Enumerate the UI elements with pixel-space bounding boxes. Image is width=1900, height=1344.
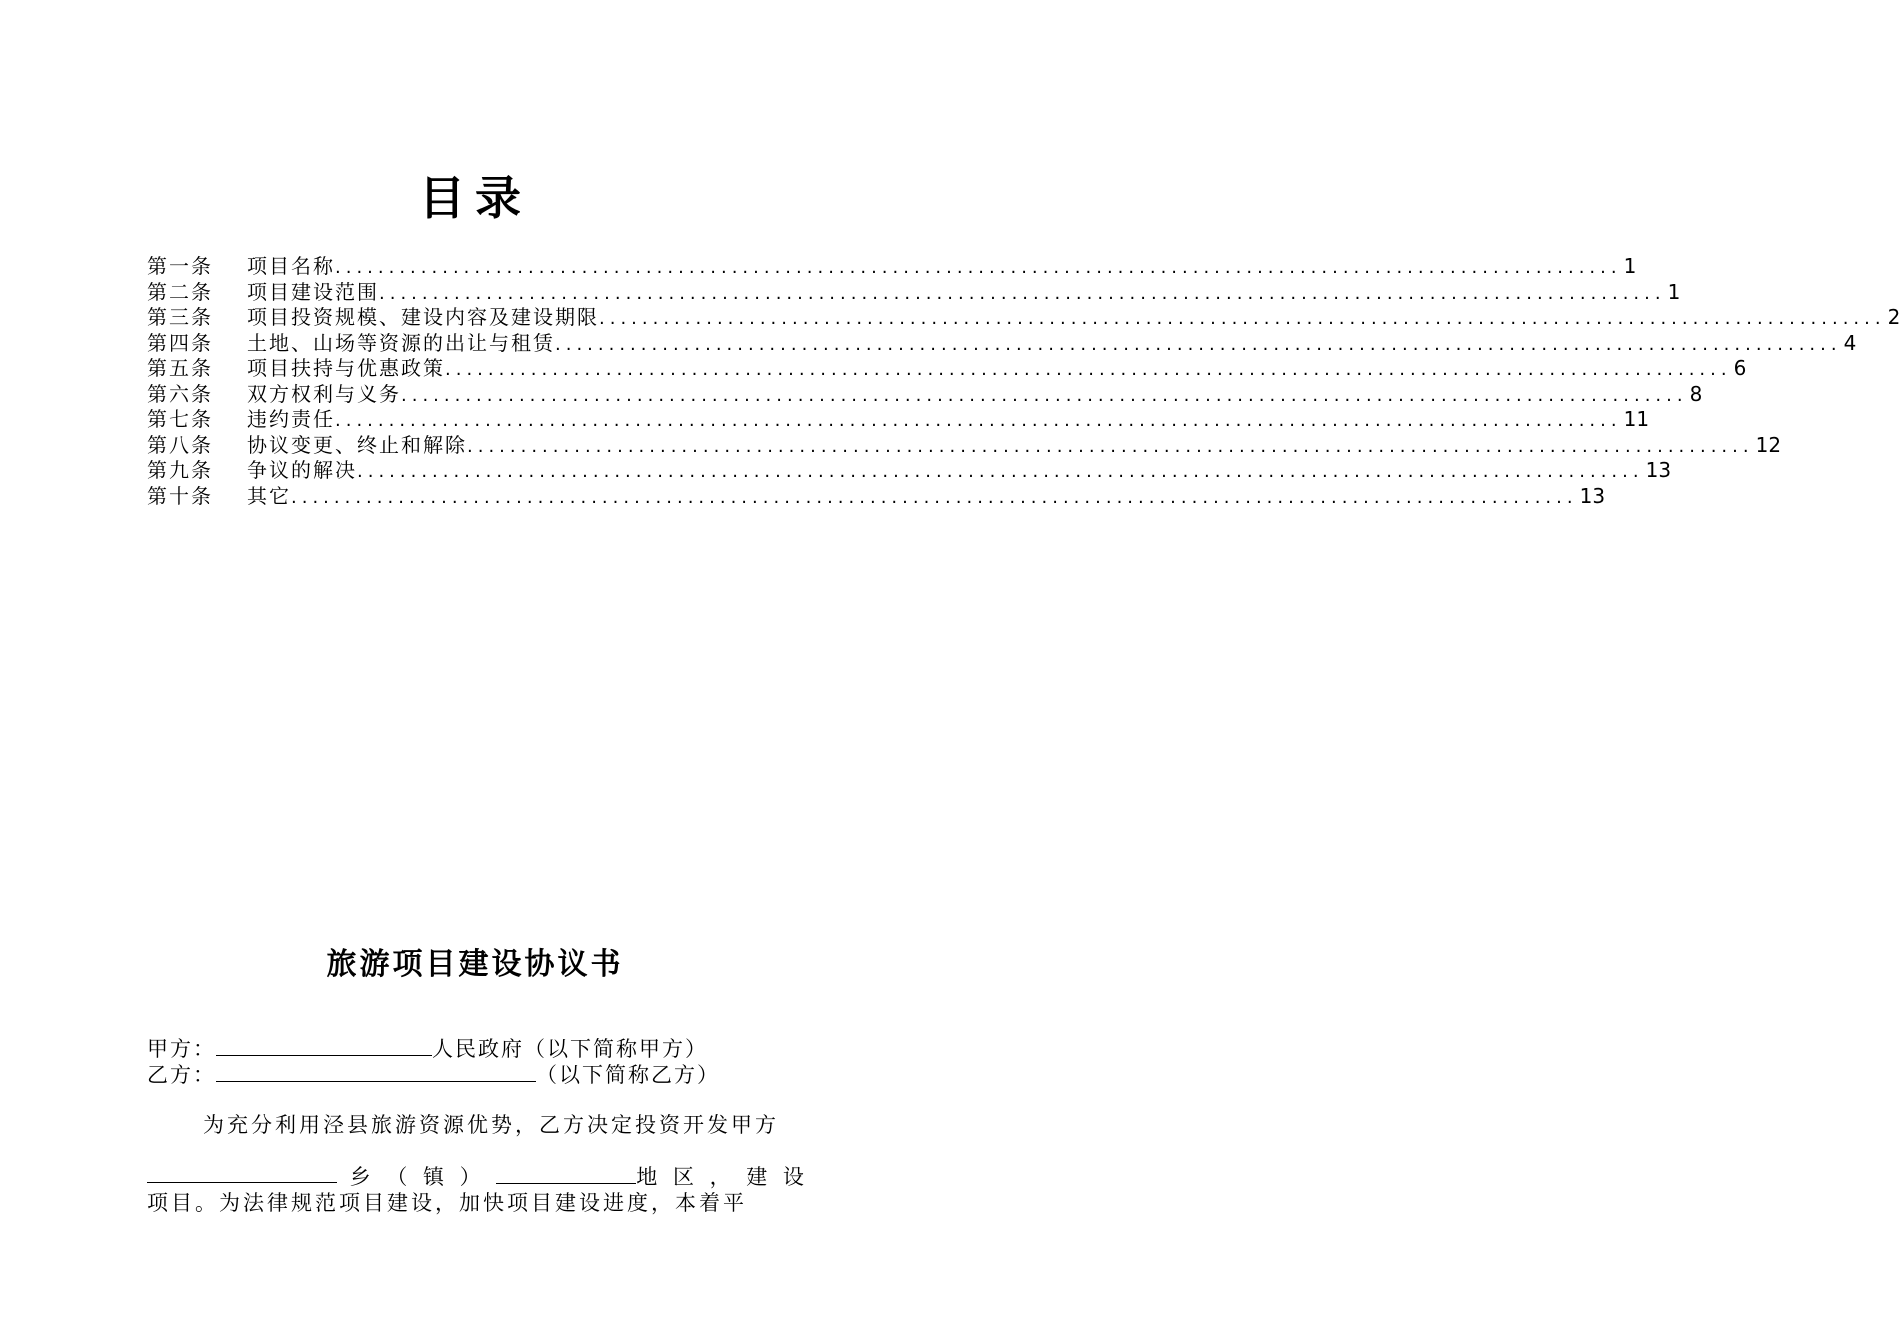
party-b-label: 乙方： (147, 1063, 216, 1087)
toc-entry[interactable] (147, 483, 1606, 510)
toc-entry-title: 项目投资规模、建设内容及建设期限 (247, 305, 599, 329)
location-word: ， (709, 1165, 734, 1189)
toc-entry[interactable] (147, 381, 1703, 408)
location-word: （ (386, 1165, 411, 1189)
toc-title: 目录 (419, 171, 531, 225)
toc-entry[interactable] (147, 407, 1650, 433)
toc-entry-page: 2 (1887, 305, 1900, 329)
document-title: 旅游项目建设协议书 (326, 947, 624, 982)
toc-entry-page: 13 (1579, 483, 1606, 508)
location-word: 地 (636, 1165, 661, 1189)
toc-entry-page: 1 (1667, 279, 1681, 304)
party-a-label: 甲方： (147, 1037, 216, 1061)
toc-entry[interactable] (147, 432, 1782, 459)
toc-entry-page: 4 (1843, 330, 1857, 355)
toc-entry-page: 6 (1733, 356, 1747, 380)
toc-entry[interactable] (147, 305, 1900, 331)
toc-entry-number: 第六条 (147, 381, 213, 406)
party-a-suffix: 人民政府（以下简称甲方） (432, 1037, 708, 1061)
party-b-line (147, 1062, 720, 1088)
toc-entry[interactable] (147, 279, 1681, 306)
toc-entry-title: 项目扶持与优惠政策 (247, 356, 445, 380)
intro-paragraph: 为充分利用泾县旅游资源优势，乙方决定投资开发甲方 (203, 1113, 779, 1137)
toc-leader-dots: ........................................................................................................................ (599, 308, 1886, 329)
toc-entry-title: 土地、山场等资源的出让与租赁 (247, 330, 555, 355)
toc-entry-number: 第九条 (147, 458, 213, 482)
location-word: 设 (782, 1165, 807, 1189)
toc-entry-number: 第一条 (147, 254, 213, 278)
toc-entry[interactable] (147, 356, 1747, 382)
toc-leader-dots: ........................................................................................................................ (555, 333, 1842, 355)
toc-entry-page: 12 (1755, 432, 1782, 457)
party-a-line (147, 1036, 708, 1062)
toc-entry-title: 争议的解决 (247, 458, 357, 482)
party-a-blank (216, 1037, 432, 1056)
toc-entry-number: 第十条 (147, 483, 213, 508)
toc-leader-dots: ........................................................................................................................ (467, 435, 1754, 457)
toc-entry-number: 第三条 (147, 305, 213, 329)
party-b-blank (216, 1063, 536, 1082)
area-blank (496, 1165, 636, 1184)
toc-leader-dots: ........................................................................................................................ (401, 384, 1688, 406)
location-word: 镇 (422, 1165, 447, 1189)
party-b-suffix: （以下简称乙方） (536, 1063, 720, 1087)
toc-leader-dots: ........................................................................................................................ (335, 410, 1622, 431)
toc-leader-dots: ........................................................................................................................ (291, 486, 1578, 508)
intro-line-continue: 项目。为法律规范项目建设，加快项目建设进度，本着平 (147, 1191, 747, 1215)
toc-entry[interactable] (147, 254, 1637, 280)
toc-entry-page: 13 (1645, 458, 1672, 482)
toc-list (147, 254, 1900, 509)
toc-leader-dots: ........................................................................................................................ (445, 359, 1732, 380)
location-word: ） (459, 1165, 484, 1189)
toc-entry-title: 违约责任 (247, 407, 335, 431)
toc-entry-title: 其它 (247, 483, 291, 508)
intro-line-location (147, 1164, 807, 1190)
toc-entry-title: 项目建设范围 (247, 279, 379, 304)
toc-entry-number: 第七条 (147, 407, 213, 431)
toc-entry[interactable] (147, 458, 1672, 484)
toc-entry-number: 第二条 (147, 279, 213, 304)
toc-entry-number: 第四条 (147, 330, 213, 355)
location-word: 乡 (349, 1165, 374, 1189)
toc-entry-title: 协议变更、终止和解除 (247, 432, 467, 457)
toc-entry[interactable] (147, 330, 1857, 357)
toc-entry-number: 第五条 (147, 356, 213, 380)
location-word: 区 (672, 1165, 697, 1189)
toc-entry-title: 双方权利与义务 (247, 381, 401, 406)
toc-leader-dots: ........................................................................................................................ (379, 282, 1666, 304)
toc-entry-page: 8 (1689, 381, 1703, 406)
toc-leader-dots: ........................................................................................................................ (335, 257, 1622, 278)
toc-entry-page: 11 (1623, 407, 1650, 431)
toc-entry-title: 项目名称 (247, 254, 335, 278)
location-word: 建 (746, 1165, 771, 1189)
toc-entry-number: 第八条 (147, 432, 213, 457)
township-blank (147, 1164, 337, 1183)
toc-leader-dots: ........................................................................................................................ (357, 461, 1644, 482)
toc-entry-page: 1 (1623, 254, 1637, 278)
